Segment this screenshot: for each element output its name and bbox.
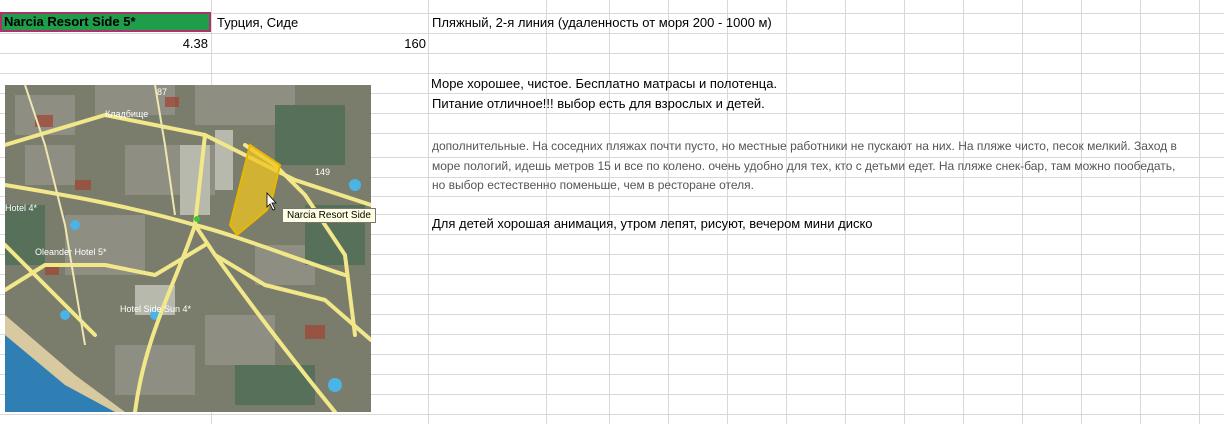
cell-c9[interactable]: но выбор естественно поменьше, чем в ресторане отеля. xyxy=(432,178,754,192)
map-label-149: 149 xyxy=(315,167,331,177)
cell-a1-selected[interactable] xyxy=(0,12,211,32)
cell-c5[interactable]: Питание отличное!!! выбор есть для взрослых и детей. xyxy=(432,96,765,111)
cell-c11[interactable]: Для детей хорошая анимация, утром лепят, рисуют, вечером мини диско xyxy=(432,216,873,231)
cell-c8[interactable]: море пологий, идешь метров 15 и все по колено. очень удобно для тех, кто с детьми едет. На пляже снек-бар, там можно пообедать, xyxy=(432,159,1176,173)
map-label-hotel4: Hotel 4* xyxy=(5,203,38,213)
map-image[interactable] xyxy=(5,85,371,412)
map-tooltip: Narcia Resort Side xyxy=(282,208,376,223)
map-label-oleander: Oleander Hotel 5* xyxy=(35,247,107,257)
cell-c4[interactable]: Море хорошее, чистое. Бесплатно матрасы и полотенца. xyxy=(431,76,778,91)
cell-a1-text: Narcia Resort Side 5* xyxy=(4,14,136,29)
cell-b1[interactable]: Турция, Сиде xyxy=(217,15,299,30)
cell-c1[interactable]: Пляжный, 2-я линия (удаленность от моря 200 - 1000 м) xyxy=(432,15,772,30)
map-label-cemetery: Кладбище xyxy=(105,109,149,119)
map-label-side-sun: Hotel Side Sun 4* xyxy=(120,304,192,314)
cell-b2[interactable]: 160 xyxy=(404,36,426,51)
cell-c7[interactable]: дополнительные. На соседних пляжах почти пусто, но местные работники не пускают на них. На пляже чисто, песок мелкий. Заход в xyxy=(432,139,1177,153)
map-label-87: 87 xyxy=(157,87,168,97)
cell-a2[interactable]: 4.38 xyxy=(182,36,208,51)
